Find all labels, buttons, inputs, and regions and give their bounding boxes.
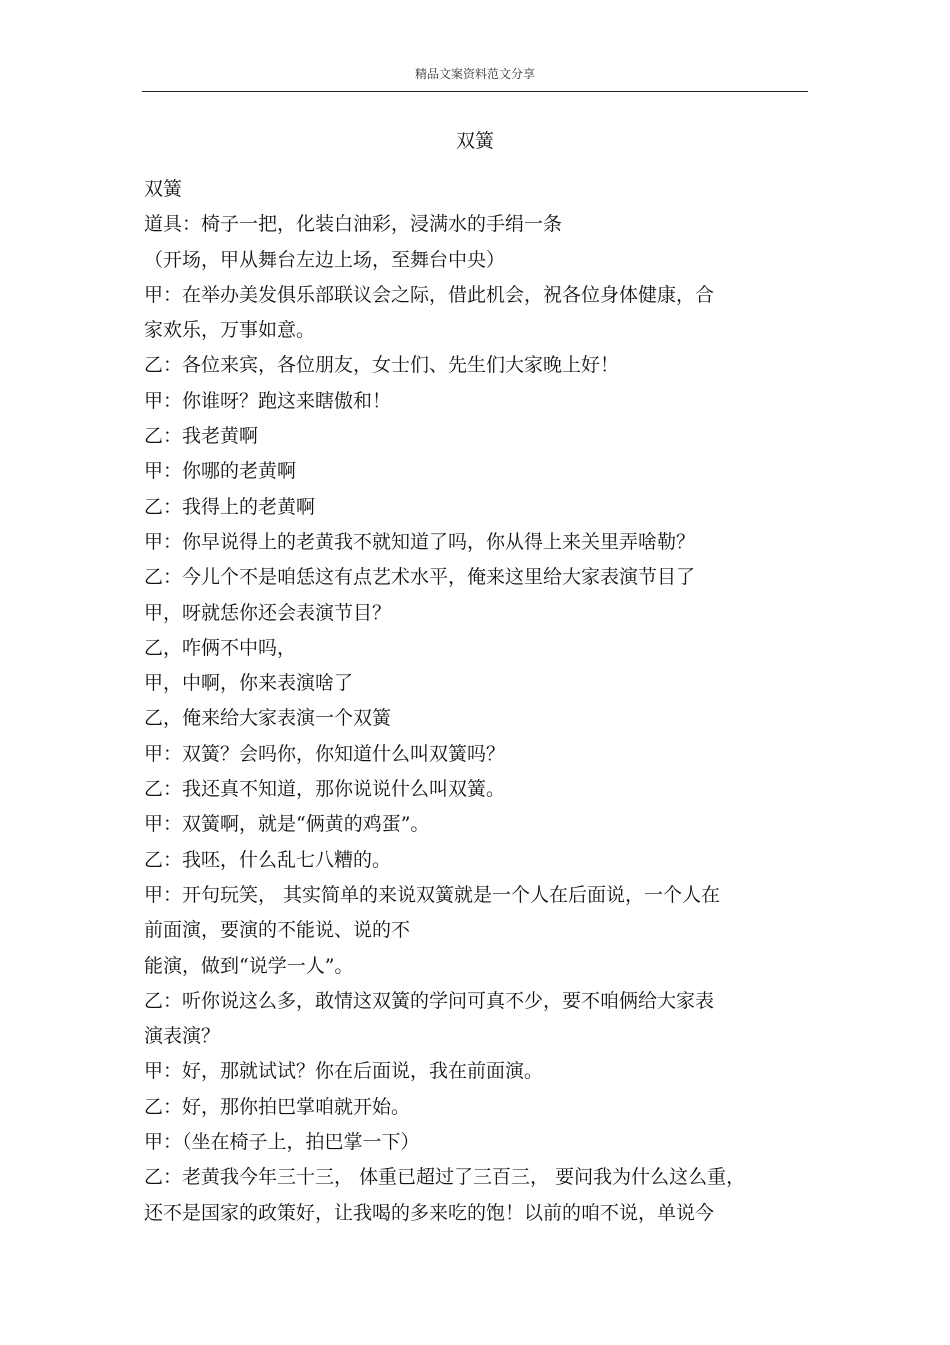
- text-line: 乙：老黄我今年三十三， 体重已超过了三百三， 要问我为什么这么重，: [144, 1166, 746, 1189]
- header-divider: [142, 91, 808, 92]
- text-line: 甲：你哪的老黄啊: [144, 460, 297, 483]
- text-line: 甲：你早说得上的老黄我不就知道了吗，你从得上来关里弄啥勒？: [144, 530, 696, 553]
- text-line: 甲：开句玩笑， 其实简单的来说双簧就是一个人在后面说，一个人在: [144, 883, 721, 906]
- text-line: 乙：我呸，什么乱七八糟的。: [144, 848, 392, 871]
- document-title: 双簧: [455, 130, 494, 152]
- text-line: 甲，呀就恁你还会表演节目？: [144, 601, 392, 624]
- page-header: 精品文案资料范文分享: [414, 67, 535, 81]
- text-line: 乙：好，那你拍巴掌咱就开始。: [144, 1095, 411, 1118]
- text-line: 乙，咋俩不中吗，: [144, 636, 297, 659]
- text-line: 乙：我还真不知道，那你说说什么叫双簧。: [144, 778, 506, 801]
- text-line: 甲：双簧啊，就是“俩黄的鸡蛋”。: [144, 813, 430, 836]
- text-line: 双簧: [144, 178, 183, 200]
- text-line: 乙：听你说这么多，敢情这双簧的学问可真不少，要不咱俩给大家表: [144, 989, 715, 1012]
- document-body: [144, 172, 784, 1231]
- text-line: 乙：我得上的老黄啊: [144, 495, 316, 518]
- text-line: 还不是国家的政策好，让我喝的多来吃的饱！以前的咱不说，单说今: [144, 1201, 715, 1224]
- text-line: 甲：你谁呀？跑这来瞎傲和！: [144, 389, 392, 412]
- text-line: 道具：椅子一把，化装白油彩，浸满水的手绢一条: [144, 213, 563, 236]
- text-line: 甲，中啊，你来表演啥了: [144, 672, 354, 695]
- text-line: 甲：好，那就试试？你在后面说，我在前面演。: [144, 1060, 544, 1083]
- text-line: （开场，甲从舞台左边上场，至舞台中央）: [144, 248, 506, 271]
- text-line: 乙：今儿个不是咱恁这有点艺术水平，俺来这里给大家表演节目了: [144, 566, 696, 589]
- text-line: 乙，俺来给大家表演一个双簧: [144, 707, 392, 730]
- text-line: 甲：双簧？会吗你，你知道什么叫双簧吗？: [144, 742, 506, 765]
- text-line: 乙：我老黄啊: [144, 425, 259, 448]
- text-line: 乙：各位来宾，各位朋友，女士们、先生们大家晚上好！: [144, 354, 620, 377]
- text-line: 前面演，要演的不能说、说的不: [144, 919, 411, 942]
- text-line: 甲：在举办美发俱乐部联议会之际，借此机会，祝各位身体健康，合: [144, 283, 715, 306]
- text-line: 能演，做到“说学一人”。: [144, 954, 354, 977]
- text-line: 演表演？: [144, 1025, 221, 1048]
- text-line: 甲：（坐在椅子上，拍巴掌一下）: [144, 1131, 420, 1154]
- text-line: 家欢乐，万事如意。: [144, 319, 316, 342]
